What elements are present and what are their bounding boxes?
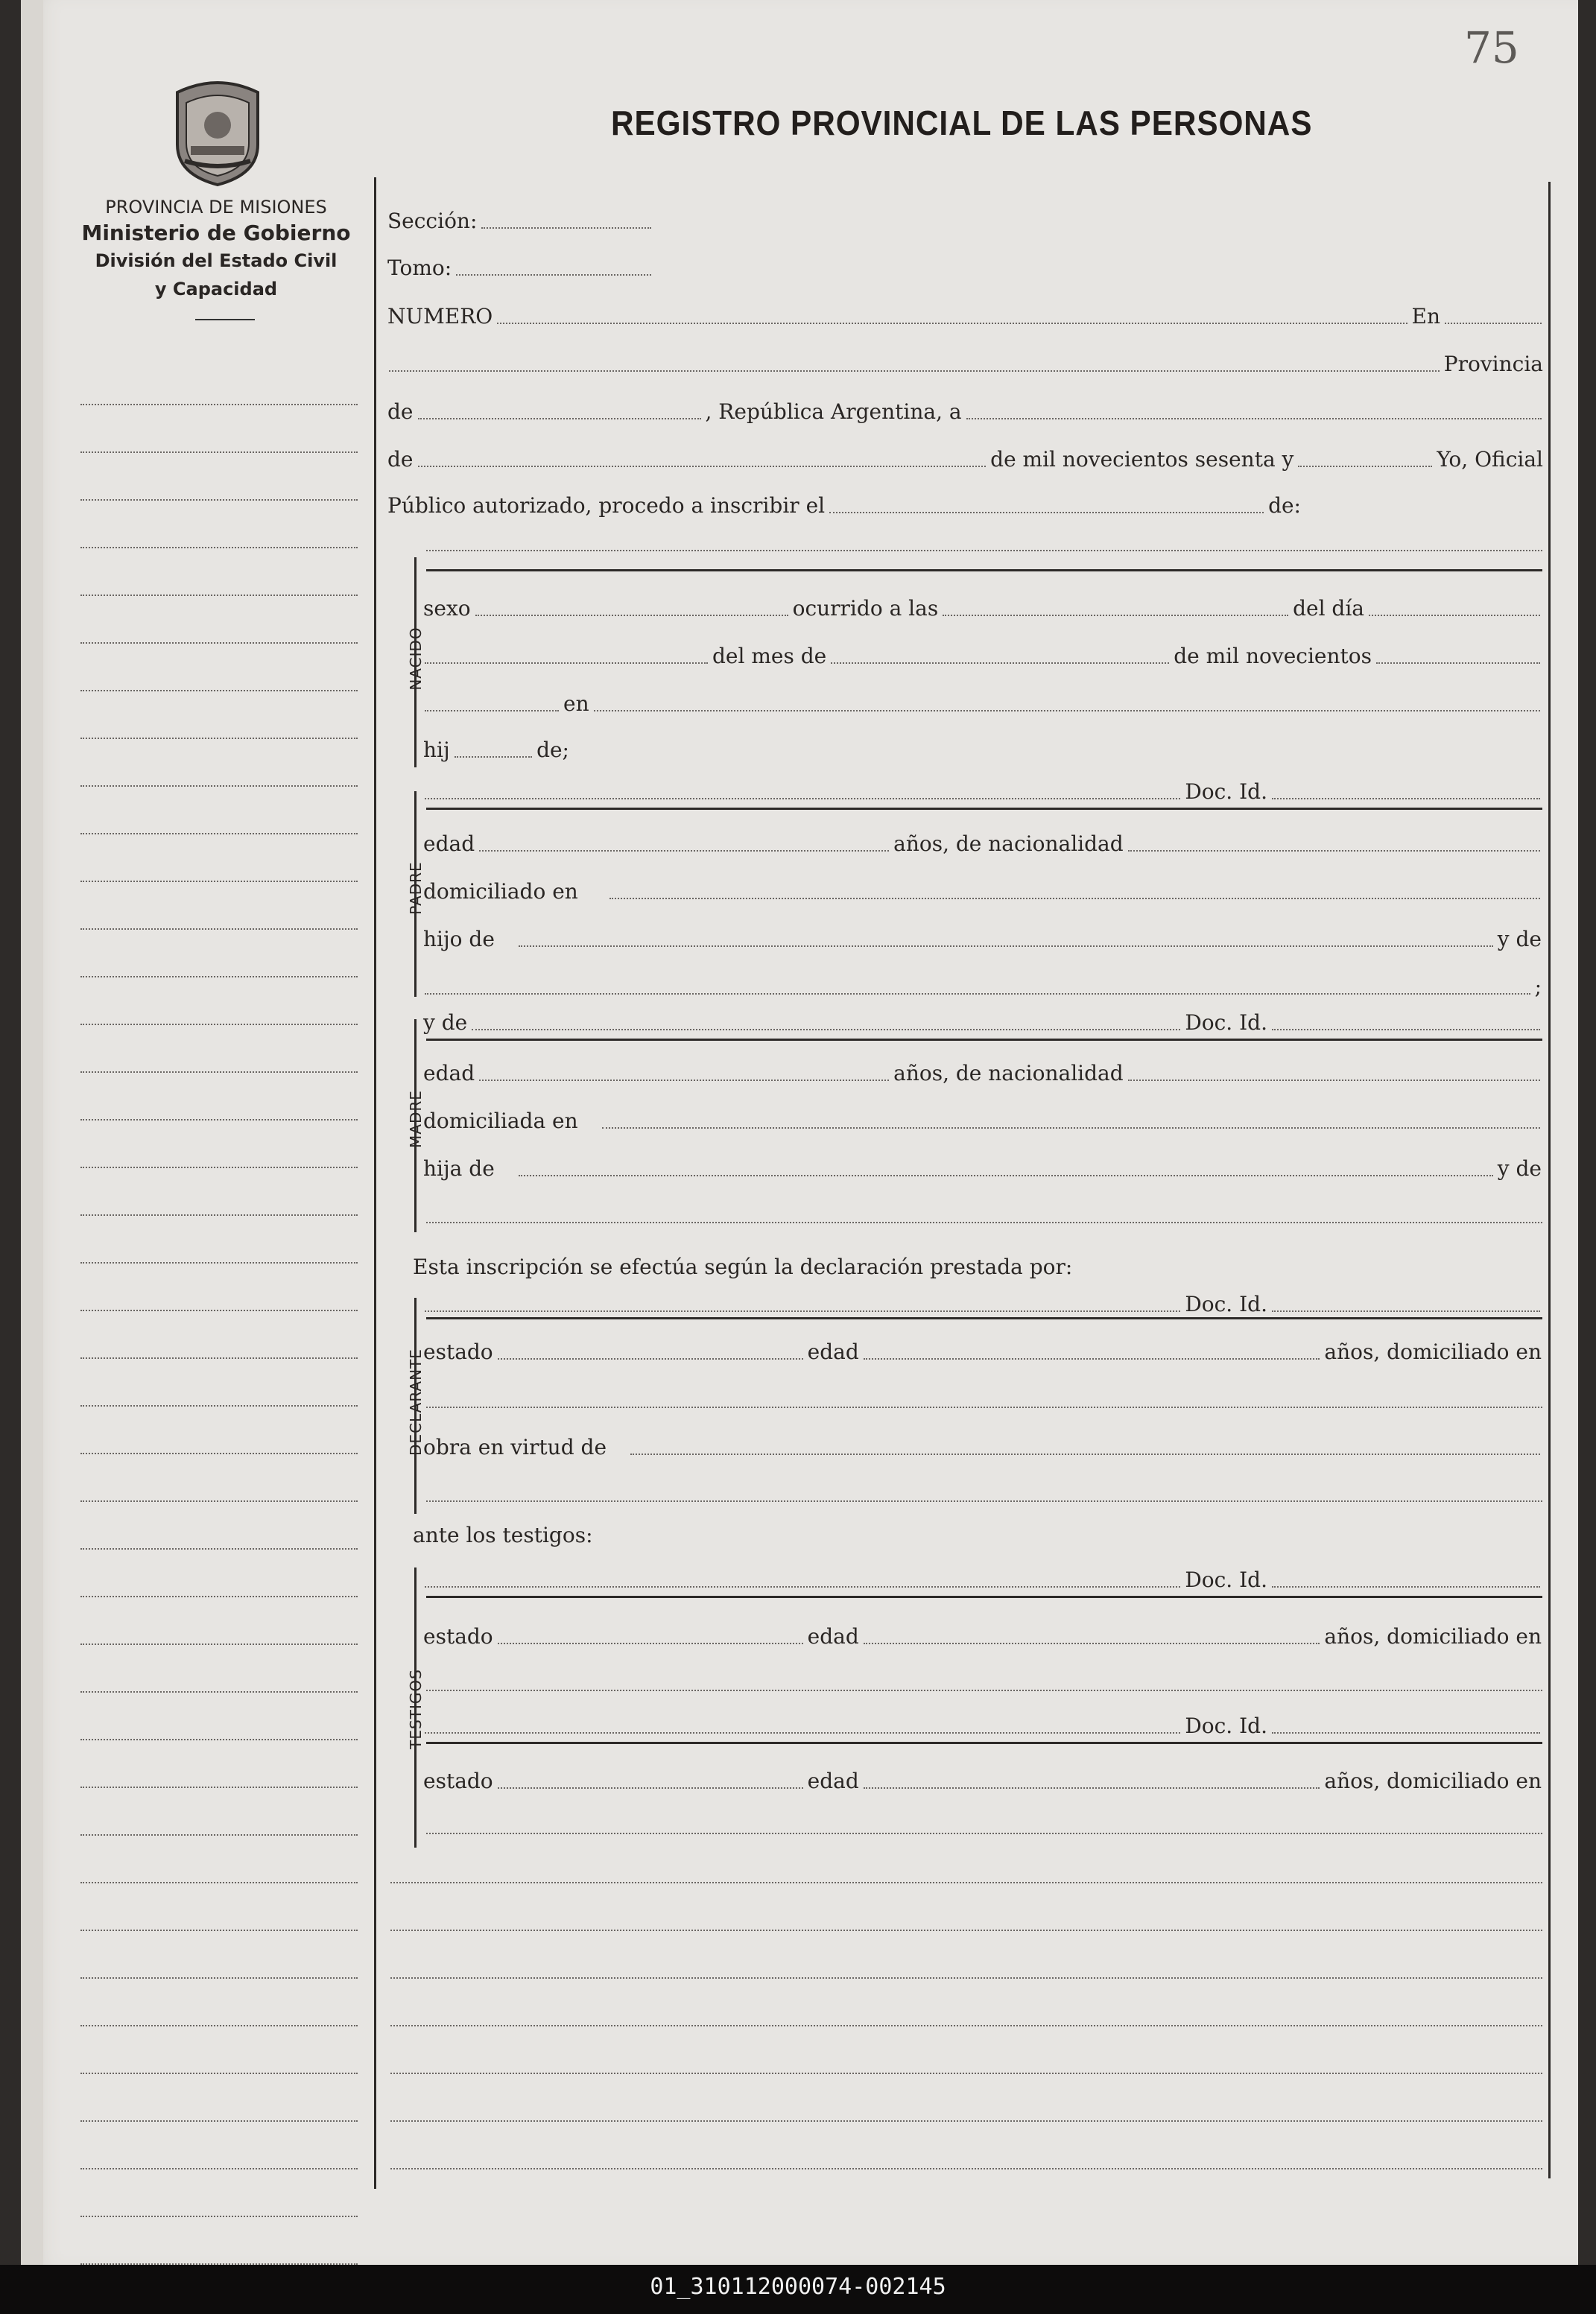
main-left-border bbox=[374, 177, 376, 2189]
testigo1-rule bbox=[426, 1596, 1542, 1598]
witness1-doc-field[interactable] bbox=[1272, 1585, 1540, 1588]
scan-caption: 01_310112000074-002145 bbox=[650, 2274, 946, 2300]
padre-edad-row bbox=[422, 831, 1543, 856]
padre-domiciliado-label: domiciliado en bbox=[423, 879, 578, 904]
declarante-doc-row bbox=[422, 1292, 1543, 1316]
institution-ministry: Ministerio de Gobierno bbox=[81, 221, 351, 245]
lugar-row bbox=[422, 691, 1543, 716]
de-colon-label: de: bbox=[1268, 493, 1301, 518]
testigo1-doc-label: Doc. Id. bbox=[1185, 1568, 1267, 1592]
notes-line[interactable] bbox=[390, 2120, 1542, 2122]
padre-cont-row bbox=[422, 974, 1543, 999]
mother-name-field[interactable] bbox=[472, 1028, 1180, 1030]
padre-hijo-row bbox=[422, 927, 1543, 951]
testigos-intro-row bbox=[411, 1523, 595, 1547]
province-name-field[interactable] bbox=[418, 417, 701, 419]
padre-rule bbox=[426, 808, 1542, 810]
mil-sesenta-label: de mil novecientos sesenta y bbox=[990, 447, 1294, 472]
testigo1-domiciliado-label: años, domiciliado en bbox=[1324, 1624, 1542, 1649]
section-declarante: DECLARANTE bbox=[407, 1348, 425, 1456]
father-doc-field[interactable] bbox=[1272, 797, 1540, 799]
notes-line[interactable] bbox=[390, 2073, 1542, 2074]
mes-row bbox=[422, 644, 1543, 668]
declaracion-label: Esta inscripción se efectúa según la declaración prestada por: bbox=[413, 1255, 1073, 1279]
hij-label: hij bbox=[423, 738, 450, 762]
provincia-label: Provincia bbox=[1443, 352, 1543, 376]
declarante-estado-label: estado bbox=[423, 1340, 493, 1364]
declarant-address-field[interactable] bbox=[426, 1407, 1542, 1408]
mother-age-field[interactable] bbox=[479, 1079, 889, 1081]
madre-yde2-label: y de bbox=[1497, 1156, 1542, 1181]
republica-row bbox=[386, 399, 1545, 424]
testigo2-doc-row bbox=[422, 1714, 1543, 1738]
section-testigos: TESTIGOS bbox=[407, 1669, 425, 1749]
declarante-obra-label: obra en virtud de bbox=[423, 1435, 607, 1459]
mother-nationality-field[interactable] bbox=[1128, 1079, 1540, 1081]
provincia-row bbox=[386, 352, 1545, 376]
declarante-domiciliado-label: años, domiciliado en bbox=[1324, 1340, 1542, 1364]
birth-day-field[interactable] bbox=[1369, 614, 1540, 616]
notes-line[interactable] bbox=[390, 1930, 1542, 1931]
del-mes-label: del mes de bbox=[712, 644, 827, 668]
birth-day-text-field[interactable] bbox=[425, 662, 708, 664]
day-field[interactable] bbox=[966, 417, 1542, 419]
hij-suffix-field[interactable] bbox=[455, 755, 532, 758]
testigo1-estado-label: estado bbox=[423, 1624, 493, 1649]
publico-row bbox=[386, 493, 1302, 518]
en-field[interactable] bbox=[1445, 322, 1542, 324]
madre-hija-label: hija de bbox=[423, 1156, 495, 1181]
madre-hija-row bbox=[422, 1156, 1543, 1181]
republica-label: , República Argentina, a bbox=[705, 399, 962, 424]
page-number: 75 bbox=[1464, 22, 1519, 73]
mother-address-field[interactable] bbox=[602, 1126, 1540, 1129]
declarant-capacity-cont-field[interactable] bbox=[426, 1500, 1542, 1502]
testigo1-estado-row bbox=[422, 1624, 1543, 1649]
witness1-age-field[interactable] bbox=[864, 1642, 1320, 1644]
section-nacido: NACIDO bbox=[407, 627, 425, 691]
father-age-field[interactable] bbox=[479, 849, 889, 852]
mother-parents-cont-field[interactable] bbox=[426, 1222, 1542, 1223]
witness1-address-field[interactable] bbox=[426, 1690, 1542, 1691]
institution-province: PROVINCIA DE MISIONES bbox=[105, 197, 327, 218]
witness2-status-field[interactable] bbox=[498, 1787, 803, 1789]
padre-hijo-label: hijo de bbox=[423, 927, 495, 951]
notes-line[interactable] bbox=[390, 2168, 1542, 2169]
notes-line[interactable] bbox=[390, 1882, 1542, 1883]
en-label: En bbox=[1411, 304, 1440, 329]
padre-yde-label: y de bbox=[1497, 927, 1542, 951]
declarant-doc-field[interactable] bbox=[1272, 1310, 1540, 1312]
tomo-row bbox=[386, 256, 654, 280]
main-right-border bbox=[1548, 182, 1551, 2178]
declarant-status-field[interactable] bbox=[498, 1357, 803, 1360]
ocurrido-label: ocurrido a las bbox=[792, 596, 939, 621]
padre-domicilio-row bbox=[422, 879, 1543, 904]
testigo1-edad-label: edad bbox=[807, 1624, 859, 1649]
sexo-label: sexo bbox=[423, 596, 471, 621]
month-field[interactable] bbox=[418, 465, 987, 467]
declarant-capacity-field[interactable] bbox=[630, 1453, 1540, 1455]
seccion-row bbox=[386, 209, 654, 233]
witness1-name-field[interactable] bbox=[425, 1585, 1180, 1588]
binding-edge bbox=[21, 0, 43, 2265]
birth-place-field[interactable] bbox=[594, 709, 1540, 711]
sexo-row bbox=[422, 596, 1543, 621]
madre-edad-row bbox=[422, 1061, 1543, 1085]
section-madre: MADRE bbox=[407, 1090, 425, 1148]
madre-rule bbox=[426, 1039, 1542, 1041]
de2-label: de bbox=[387, 447, 414, 472]
declarante-edad-label: edad bbox=[807, 1340, 859, 1364]
sexo-field[interactable] bbox=[475, 614, 788, 616]
padre-doc-row bbox=[422, 779, 1543, 804]
witness2-doc-field[interactable] bbox=[1272, 1731, 1540, 1734]
testigo1-doc-row bbox=[422, 1568, 1543, 1592]
provincial-seal-icon bbox=[162, 77, 273, 188]
section-padre: PADRE bbox=[407, 861, 425, 915]
numero-row bbox=[386, 304, 1545, 329]
testigo2-edad-label: edad bbox=[807, 1769, 859, 1793]
mother-doc-field[interactable] bbox=[1272, 1028, 1540, 1030]
institution-division: División del Estado Civil bbox=[95, 250, 338, 271]
hour-field[interactable] bbox=[943, 614, 1288, 616]
year-row bbox=[386, 447, 1545, 472]
declarante-estado-row bbox=[422, 1340, 1543, 1364]
testigos-intro-label: ante los testigos: bbox=[413, 1523, 593, 1547]
witness2-name-field[interactable] bbox=[425, 1731, 1180, 1734]
numero-label: NUMERO bbox=[387, 304, 493, 329]
tomo-field[interactable] bbox=[456, 273, 651, 276]
hij-de-label: de; bbox=[536, 738, 569, 762]
declarante-rule bbox=[426, 1317, 1542, 1319]
testigo2-domiciliado-label: años, domiciliado en bbox=[1324, 1769, 1542, 1793]
father-parents-cont-field[interactable] bbox=[425, 992, 1530, 995]
publico-label: Público autorizado, procedo a inscribir el bbox=[387, 493, 826, 518]
newborn-name-field[interactable] bbox=[426, 550, 1542, 551]
year-field[interactable] bbox=[1298, 465, 1432, 467]
father-parents-field[interactable] bbox=[519, 945, 1493, 947]
institution-capacity: y Capacidad bbox=[154, 279, 278, 299]
madre-domicilio-row bbox=[422, 1109, 1543, 1133]
notes-line[interactable] bbox=[390, 1977, 1542, 1979]
madre-edad-label: edad bbox=[423, 1061, 475, 1085]
yo-oficial-label: Yo, Oficial bbox=[1437, 447, 1543, 472]
hij-row bbox=[422, 738, 571, 762]
padre-doc-label: Doc. Id. bbox=[1185, 779, 1267, 804]
witness2-age-field[interactable] bbox=[864, 1787, 1320, 1789]
padre-semicolon: ; bbox=[1534, 974, 1542, 999]
institution-divider bbox=[195, 319, 255, 320]
madre-domiciliada-label: domiciliada en bbox=[423, 1109, 578, 1133]
mil-novecientos-label: de mil novecientos bbox=[1174, 644, 1372, 668]
madre-doc-label: Doc. Id. bbox=[1185, 1010, 1267, 1035]
father-name-field[interactable] bbox=[425, 797, 1180, 799]
declaracion-row bbox=[411, 1255, 1074, 1279]
tomo-label: Tomo: bbox=[387, 256, 452, 280]
birth-month-field[interactable] bbox=[831, 662, 1169, 664]
notes-line[interactable] bbox=[390, 2025, 1542, 2026]
inscription-type-field[interactable] bbox=[829, 511, 1264, 513]
en-place-label: en bbox=[563, 691, 589, 716]
testigo2-rule bbox=[426, 1742, 1542, 1744]
declarant-name-field[interactable] bbox=[425, 1310, 1180, 1312]
madre-yde-label: y de bbox=[423, 1010, 468, 1035]
place-field[interactable] bbox=[389, 370, 1440, 372]
madre-nacionalidad-label: años, de nacionalidad bbox=[893, 1061, 1124, 1085]
del-dia-label: del día bbox=[1293, 596, 1364, 621]
document-title: REGISTRO PROVINCIAL DE LAS PERSONAS bbox=[611, 104, 1313, 142]
declarante-obra-row bbox=[422, 1435, 1543, 1459]
witness1-status-field[interactable] bbox=[498, 1642, 803, 1644]
seccion-field[interactable] bbox=[481, 226, 651, 229]
mother-parents-field[interactable] bbox=[519, 1174, 1493, 1176]
witness2-address-field[interactable] bbox=[426, 1833, 1542, 1834]
padre-edad-label: edad bbox=[423, 831, 475, 856]
testigo2-estado-row bbox=[422, 1769, 1543, 1793]
madre-doc-row bbox=[422, 1010, 1543, 1035]
testigo2-doc-label: Doc. Id. bbox=[1185, 1714, 1267, 1738]
father-nationality-field[interactable] bbox=[1128, 849, 1540, 852]
seccion-label: Sección: bbox=[387, 209, 478, 233]
padre-nacionalidad-label: años, de nacionalidad bbox=[893, 831, 1124, 856]
numero-field[interactable] bbox=[497, 322, 1407, 324]
declarante-doc-label: Doc. Id. bbox=[1185, 1292, 1267, 1316]
birth-year-field[interactable] bbox=[1376, 662, 1540, 664]
birth-year-suffix-field[interactable] bbox=[425, 709, 559, 711]
de1-label: de bbox=[387, 399, 414, 424]
margin-notes-column bbox=[80, 358, 358, 2265]
testigo2-estado-label: estado bbox=[423, 1769, 493, 1793]
nacido-rule bbox=[426, 569, 1542, 571]
declarant-age-field[interactable] bbox=[864, 1357, 1320, 1360]
father-address-field[interactable] bbox=[609, 897, 1540, 899]
